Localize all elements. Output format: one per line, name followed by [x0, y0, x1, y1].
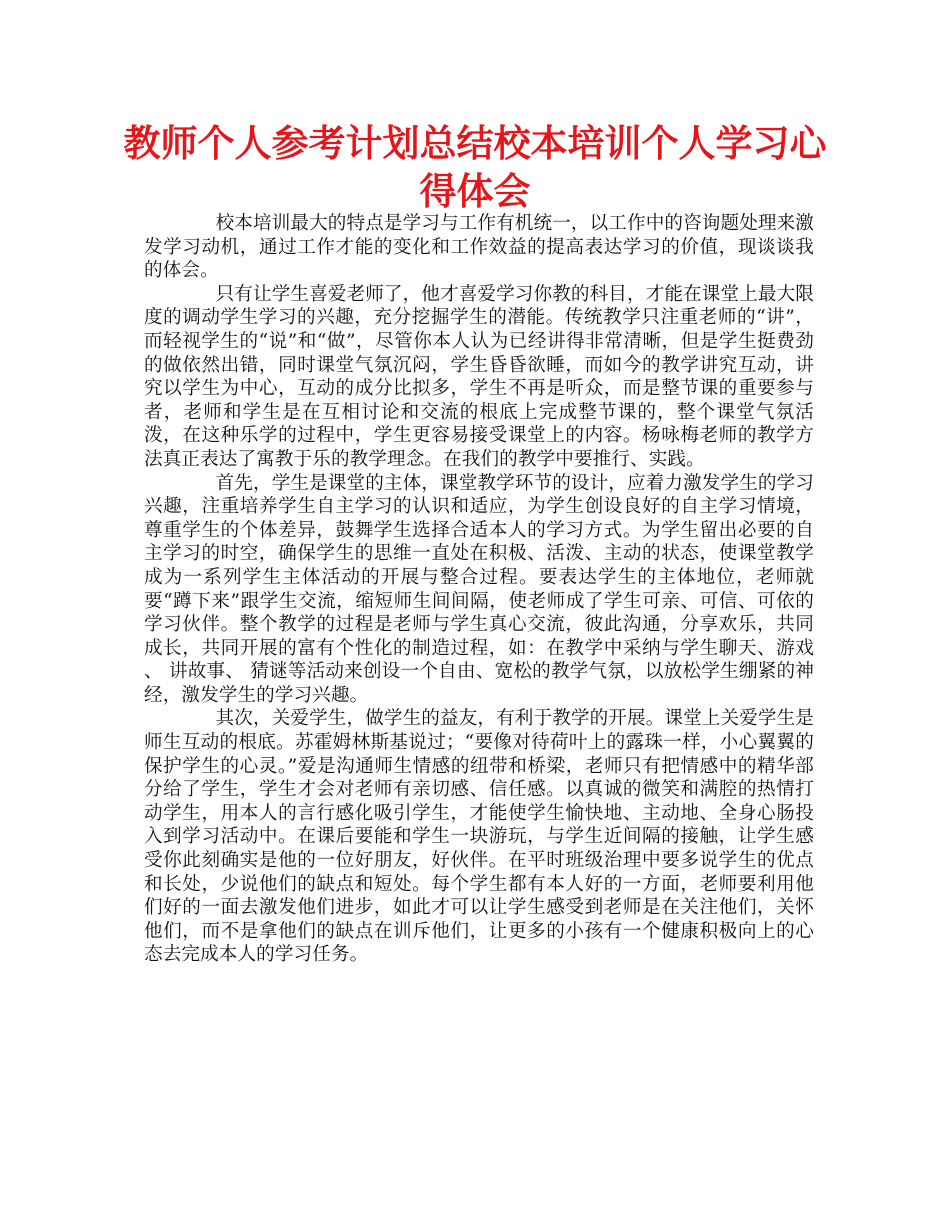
paragraph-interaction: 只有让学生喜爱老师了，他才喜爱学习你教的科目，才能在课堂上最大限度的调动学生学习的兴趣，充分挖掘学生的潜能。传统教学只注重老师的“讲”，而轻视学生的“说”和“做”，尽管你本人认为已经讲得非常清晰，但是学生挺费劲的做依然出错，同时课堂气氛沉闷，学生昏昏欲睡，而如今的教学讲究互动，讲究以学生为中心，互动的成分比拟多，学生不再是听众，而是整节课的重要参与者，老师和学生是在互相讨论和交流的根底上完成整节课的，整个课堂气氛活泼，在这种乐学的过程中，学生更容易接受课堂上的内容。杨咏梅老师的教学方法真正表达了寓教于乐的教学理念。在我们的教学中要推行、实践。	[144, 283, 814, 470]
paragraph-intro: 校本培训最大的特点是学习与工作有机统一，以工作中的咨询题处理来激发学习动机，通过工作才能的变化和工作效益的提高表达学习的价值，现谈谈我的体会。	[144, 213, 814, 282]
document-body	[144, 212, 814, 967]
paragraph-care-students: 其次，关爱学生，做学生的益友，有利于教学的开展。课堂上关爱学生是师生互动的根底。苏霍姆林斯基说过；“要像对待荷叶上的露珠一样，小心翼翼的保护学生的心灵。”爱是沟通师生情感的纽带和桥梁，老师只有把情感中的精华部分给了学生，学生才会对老师有亲切感、信任感。以真诚的微笑和满腔的热情打动学生，用本人的言行感化吸引学生，才能使学生愉快地、主动地、全身心肠投入到学习活动中。在课后要能和学生一块游玩，与学生近间隔的接触，让学生感受你此刻确实是他的一位好朋友，好伙伴。在平时班级治理中要多说学生的优点和长处，少说他们的缺点和短处。每个学生都有本人好的一方面，老师要利用他们好的一面去激发他们进步，如此才可以让学生感受到老师是在关注他们，关怀他们，而不是拿他们的缺点在训斥他们，让更多的小孩有一个健康积极向上的心态去完成本人的学习任务。	[144, 708, 814, 966]
paragraph-student-subject: 首先，学生是课堂的主体，课堂教学环节的设计，应着力激发学生的学习兴趣，注重培养学生自主学习的认识和适应，为学生创设良好的自主学习情境，尊重学生的个体差异，鼓舞学生选择合适本人的学习方式。为学生留出必要的自主学习的时空，确保学生的思维一直处在积极、活泼、主动的状态，使课堂教学成为一系列学生主体活动的开展与整合过程。要表达学生的主体地位，老师就要“蹲下来”跟学生交流，缩短师生间间隔，使老师成了学生可亲、可信、可依的学习伙伴。整个教学的过程是老师与学生真心交流，彼此沟通，分享欢乐，共同成长，共同开展的富有个性化的制造过程，如：在教学中采纳与学生聊天、游戏 、 讲故事、 猜谜等活动来创设一个自由、宽松的教学气氛，以放松学生绷紧的神经，激发学生的学习兴趣。	[144, 472, 814, 706]
document-title: 教师个人参考计划总结校本培训个人学习心得体会	[123, 122, 827, 213]
